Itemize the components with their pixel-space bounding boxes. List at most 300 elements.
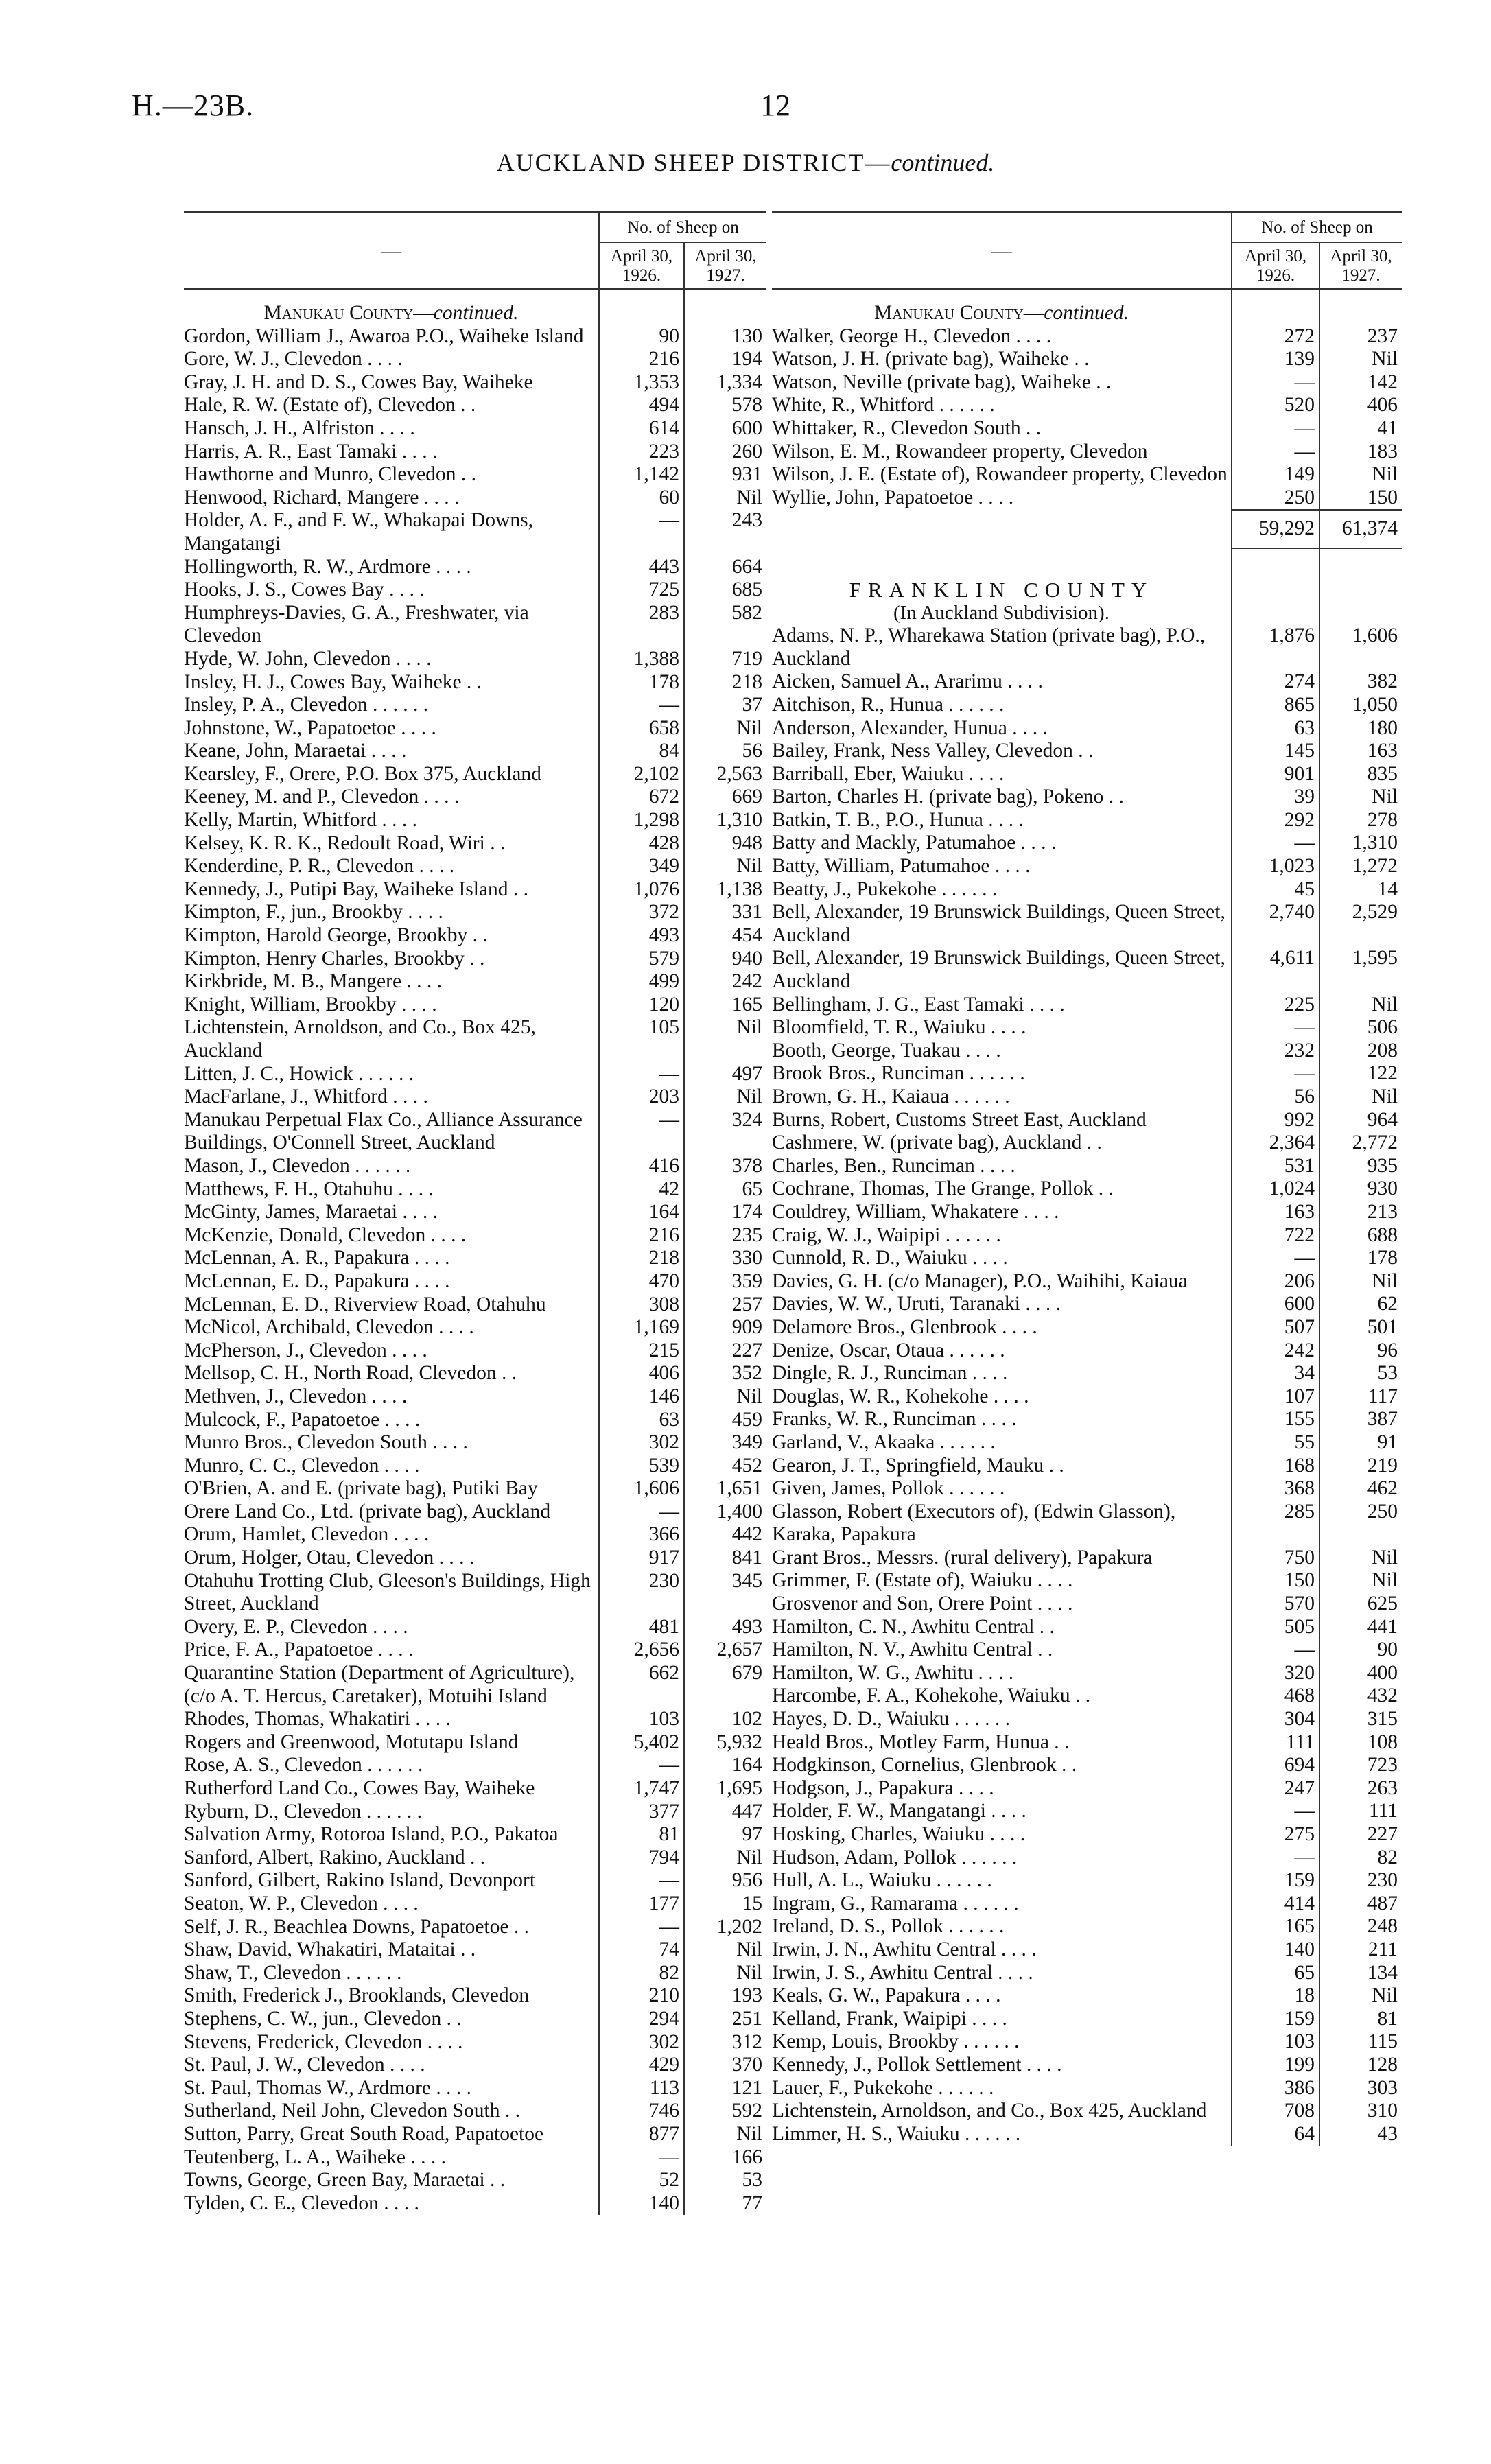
table-row xyxy=(772,786,1402,809)
holder-name: Dingle, R. J., Runciman . . . . xyxy=(772,1362,1008,1385)
sheep-1926: 139 xyxy=(1232,348,1319,371)
sheep-1927: 96 xyxy=(1319,1339,1402,1363)
table-row xyxy=(772,463,1402,486)
holder-name: Hollingworth, R. W., Ardmore . . . . xyxy=(184,555,471,578)
sheep-1927: 130 xyxy=(684,325,766,349)
holder-name: Batty, William, Patumahoe . . . . xyxy=(772,855,1031,878)
table-row xyxy=(772,1201,1402,1224)
sheep-1927: 312 xyxy=(684,2031,766,2054)
holder-name: Hull, A. L., Waiuku . . . . . . xyxy=(772,1869,992,1892)
sheep-1926: 507 xyxy=(1232,1316,1319,1339)
sheep-1927: 487 xyxy=(1319,1892,1402,1916)
sheep-1927: 91 xyxy=(1319,1431,1402,1455)
sheep-1926: 468 xyxy=(1232,1685,1319,1708)
sheep-1927: 406 xyxy=(1319,394,1402,417)
table-row xyxy=(772,1708,1402,1731)
sheep-1927: 454 xyxy=(684,924,766,948)
page-number: 12 xyxy=(760,89,790,122)
sheep-1927: 359 xyxy=(684,1270,766,1293)
holder-name: Orum, Hamlet, Clevedon . . . . xyxy=(184,1523,430,1546)
sheep-1927: 90 xyxy=(1319,1639,1402,1662)
table-row xyxy=(184,1201,766,1224)
header-year-1927: April 30, 1927. xyxy=(1319,242,1402,289)
holder-name: O'Brien, A. and E. (private bag), Putiki Bay xyxy=(184,1477,538,1500)
sheep-1926: 672 xyxy=(599,786,684,809)
sheep-1926: 18 xyxy=(1232,1984,1319,2008)
sheep-1927: Nil xyxy=(1319,1569,1402,1593)
table-row xyxy=(184,2123,766,2146)
holder-name: Ingram, G., Ramarama . . . . . . xyxy=(772,1892,1019,1914)
holder-name: Walker, George H., Clevedon . . . . xyxy=(772,325,1052,347)
sheep-1927: 257 xyxy=(684,1293,766,1317)
table-row xyxy=(772,2077,1402,2100)
holder-name: Bell, Alexander, 19 Brunswick Buildings, Queen Street, Auckland xyxy=(772,947,1225,993)
table-row xyxy=(184,1869,766,1892)
sheep-1926: 2,364 xyxy=(1232,1131,1319,1155)
sheep-1927: 65 xyxy=(684,1178,766,1201)
table-row xyxy=(184,602,766,648)
table-row xyxy=(772,1040,1402,1063)
sheep-1926: 694 xyxy=(1232,1754,1319,1777)
table-row xyxy=(184,1339,766,1363)
left-column xyxy=(184,211,766,2215)
holder-name: Batkin, T. B., P.O., Hunua . . . . xyxy=(772,808,1024,831)
sheep-1926: 493 xyxy=(599,924,684,948)
table-row xyxy=(772,947,1402,993)
table-row xyxy=(184,417,766,441)
holder-name: Towns, George, Green Bay, Maraetai . . xyxy=(184,2169,506,2192)
table-row xyxy=(184,832,766,856)
table-row xyxy=(184,1547,766,1570)
holder-name: Bell, Alexander, 19 Brunswick Buildings, Queen Street, Auckland xyxy=(772,901,1225,946)
holder-name: Beatty, J., Pukekohe . . . . . . xyxy=(772,878,998,900)
holder-name: Kennedy, J., Putipi Bay, Waiheke Island . . xyxy=(184,878,529,900)
sheep-1926: 570 xyxy=(1232,1593,1319,1616)
table-row xyxy=(772,1685,1402,1708)
holder-name: Henwood, Richard, Mangere . . . . xyxy=(184,486,460,508)
table-row xyxy=(772,1639,1402,1662)
sheep-1926: 84 xyxy=(599,740,684,763)
sheep-1926: 368 xyxy=(1232,1477,1319,1501)
holder-name: Ireland, D. S., Pollok . . . . . . xyxy=(772,1915,1005,1938)
holder-name: Batty and Mackly, Patumahoe . . . . xyxy=(772,832,1057,854)
holder-name: Burns, Robert, Customs Street East, Auckland xyxy=(772,1108,1147,1131)
sheep-1926: 65 xyxy=(1232,1962,1319,1985)
sheep-1927: 506 xyxy=(1319,1016,1402,1040)
holder-name: Lauer, F., Pukekohe . . . . . . xyxy=(772,2076,994,2099)
total-1926: 59,292 xyxy=(1232,510,1319,548)
sheep-1926: 505 xyxy=(1232,1616,1319,1639)
sheep-1927: 493 xyxy=(684,1616,766,1639)
sheep-1926: 470 xyxy=(599,1270,684,1293)
table-row xyxy=(772,371,1402,395)
sheep-1927: 964 xyxy=(1319,1109,1402,1132)
sheep-1926: 74 xyxy=(599,1938,684,1962)
holder-name: Teutenberg, L. A., Waiheke . . . . xyxy=(184,2146,446,2168)
sheep-1927: 211 xyxy=(1319,1938,1402,1962)
sheep-1927: 230 xyxy=(1319,1869,1402,1892)
sheep-1926: 113 xyxy=(599,2077,684,2100)
sheep-1926: 34 xyxy=(1232,1362,1319,1385)
header-year-1926: April 30, 1926. xyxy=(1232,242,1319,289)
sheep-1927: 183 xyxy=(1319,441,1402,464)
holder-name: Wilson, J. E. (Estate of), Rowandeer property, Clevedon xyxy=(772,463,1228,486)
sheep-1926: 149 xyxy=(1232,463,1319,486)
holder-name: Sanford, Albert, Rakino, Auckland . . xyxy=(184,1846,486,1868)
sheep-1926: 320 xyxy=(1232,1662,1319,1685)
holder-name: Kelly, Martin, Whitford . . . . xyxy=(184,809,418,832)
sheep-1927: Nil xyxy=(684,1938,766,1962)
header-year-1927: April 30, 1927. xyxy=(684,242,766,289)
sheep-1926: 308 xyxy=(599,1293,684,1317)
sheep-1927: Nil xyxy=(684,1086,766,1109)
sheep-1926: 168 xyxy=(1232,1455,1319,1478)
sheep-1926: 120 xyxy=(599,994,684,1017)
table-row xyxy=(184,325,766,349)
holder-name: Overy, E. P., Clevedon . . . . xyxy=(184,1615,408,1638)
sheep-1927: 330 xyxy=(684,1247,766,1270)
table-row xyxy=(184,1846,766,1870)
table-row xyxy=(772,624,1402,670)
sheep-1926: 429 xyxy=(599,2054,684,2077)
table-row xyxy=(184,1892,766,1916)
holder-name: Keeney, M. and P., Clevedon . . . . xyxy=(184,786,460,808)
sheep-1927: 501 xyxy=(1319,1316,1402,1339)
table-row xyxy=(184,924,766,948)
holder-name: Shaw, David, Whakatiri, Mataitai . . xyxy=(184,1938,476,1961)
sheep-1927: 2,563 xyxy=(684,763,766,786)
sheep-1927: 251 xyxy=(684,2008,766,2031)
sheep-1926: 531 xyxy=(1232,1155,1319,1178)
sheep-1926: 60 xyxy=(599,486,684,510)
holder-name: Kenderdine, P. R., Clevedon . . . . xyxy=(184,855,455,878)
sheep-1927: 242 xyxy=(684,970,766,994)
sheep-1927: 194 xyxy=(684,348,766,371)
table-row xyxy=(184,1501,766,1524)
table-row xyxy=(772,1109,1402,1132)
holder-name: Hodgson, J., Papakura . . . . xyxy=(772,1776,994,1799)
holder-name: Stephens, C. W., jun., Clevedon . . xyxy=(184,2007,462,2030)
sheep-1926: 242 xyxy=(1232,1339,1319,1363)
sheep-1927: Nil xyxy=(1319,1984,1402,2008)
holder-name: Tylden, C. E., Clevedon . . . . xyxy=(184,2192,419,2214)
table-row xyxy=(772,855,1402,878)
table-row xyxy=(772,1915,1402,1938)
table-row xyxy=(772,1501,1402,1547)
sheep-1927: 115 xyxy=(1319,2030,1402,2054)
sheep-1926: 366 xyxy=(599,1523,684,1547)
sheep-1927: 180 xyxy=(1319,717,1402,740)
sheep-1927: Nil xyxy=(684,2123,766,2146)
holder-name: Grant Bros., Messrs. (rural delivery), Papakura xyxy=(772,1546,1153,1569)
sheep-1926: 103 xyxy=(599,1708,684,1731)
holder-name: Heald Bros., Motley Farm, Hunua . . xyxy=(772,1730,1070,1753)
holder-name: Booth, George, Tuakau . . . . xyxy=(772,1039,1001,1061)
sheep-1927: Nil xyxy=(684,486,766,510)
holder-name: Ryburn, D., Clevedon . . . . . . xyxy=(184,1800,423,1822)
table-row xyxy=(184,1409,766,1432)
holder-name: Hawthorne and Munro, Clevedon . . xyxy=(184,463,477,486)
sheep-1926: 1,142 xyxy=(599,463,684,486)
sheep-1926: 163 xyxy=(1232,1201,1319,1224)
holder-name: Cunnold, R. D., Waiuku . . . . xyxy=(772,1247,1008,1269)
section-name: Manukau County— xyxy=(263,302,434,324)
holder-name: St. Paul, J. W., Clevedon . . . . xyxy=(184,2054,425,2076)
table-row xyxy=(184,463,766,486)
table-row xyxy=(772,1984,1402,2008)
sheep-1927: 122 xyxy=(1319,1062,1402,1086)
header-dash: — xyxy=(184,212,599,289)
table-row xyxy=(184,1316,766,1339)
sheep-1926: — xyxy=(599,694,684,717)
table-row xyxy=(184,809,766,832)
sheep-1926: 428 xyxy=(599,832,684,856)
holder-name: Anderson, Alexander, Hunua . . . . xyxy=(772,716,1048,739)
sheep-1926: 750 xyxy=(1232,1547,1319,1570)
holder-name: Wilson, E. M., Rowandeer property, Clevedon xyxy=(772,440,1148,462)
table-row xyxy=(184,394,766,417)
holder-name: Hudson, Adam, Pollok . . . . . . xyxy=(772,1846,1018,1868)
sheep-1926: 481 xyxy=(599,1616,684,1639)
holder-name: Shaw, T., Clevedon . . . . . . xyxy=(184,1961,402,1984)
sheep-1927: 625 xyxy=(1319,1593,1402,1616)
sheep-1926: 901 xyxy=(1232,763,1319,786)
holder-name: Hamilton, N. V., Awhitu Central . . xyxy=(772,1639,1053,1661)
sheep-1927: 193 xyxy=(684,1984,766,2008)
sheep-1926: 794 xyxy=(599,1846,684,1870)
table-row xyxy=(772,1316,1402,1339)
holder-name: White, R., Whitford . . . . . . xyxy=(772,394,995,416)
sheep-1927: 178 xyxy=(1319,1247,1402,1270)
table-row xyxy=(772,1754,1402,1777)
sheep-1926: 216 xyxy=(599,1224,684,1247)
sheep-1926: — xyxy=(599,1754,684,1777)
holder-name: Matthews, F. H., Otahuhu . . . . xyxy=(184,1177,434,1200)
holder-name: Knight, William, Brookby . . . . xyxy=(184,993,437,1016)
sheep-1926: 140 xyxy=(1232,1938,1319,1962)
holder-name: Glasson, Robert (Executors of), (Edwin Glasson), Karaka, Papakura xyxy=(772,1500,1176,1546)
sheep-1926: 275 xyxy=(1232,1823,1319,1846)
holder-name: MacFarlane, J., Whitford . . . . xyxy=(184,1086,428,1108)
sheep-1927: 227 xyxy=(684,1339,766,1363)
sheep-1927: 400 xyxy=(1319,1662,1402,1685)
sheep-1927: 2,657 xyxy=(684,1639,766,1662)
sheep-1927: 1,651 xyxy=(684,1477,766,1501)
sheep-1926: 294 xyxy=(599,2008,684,2031)
table-row xyxy=(772,1477,1402,1501)
table-row xyxy=(184,1984,766,2008)
holder-name: Couldrey, William, Whakatere . . . . xyxy=(772,1200,1059,1223)
sheep-1927: Nil xyxy=(684,1962,766,1985)
sheep-1926: 45 xyxy=(1232,878,1319,902)
sheep-1927: 685 xyxy=(684,578,766,602)
holder-name: Cashmere, W. (private bag), Auckland . . xyxy=(772,1131,1102,1154)
holder-name: Douglas, W. R., Kohekohe . . . . xyxy=(772,1385,1029,1407)
sheep-1927: 582 xyxy=(684,602,766,648)
header-group: No. of Sheep on xyxy=(599,212,766,242)
holder-name: Aitchison, R., Hunua . . . . . . xyxy=(772,693,1005,716)
table-row xyxy=(184,1731,766,1755)
table-row xyxy=(184,1800,766,1824)
sheep-1926: — xyxy=(599,2146,684,2170)
sheep-1927: 14 xyxy=(1319,878,1402,902)
table-row xyxy=(184,556,766,579)
holder-name: Salvation Army, Rotoroa Island, P.O., Pakatoa xyxy=(184,1823,559,1846)
sheep-1926: 1,606 xyxy=(599,1477,684,1501)
sheep-1927: 935 xyxy=(1319,1155,1402,1178)
holder-name: Stevens, Frederick, Clevedon . . . . xyxy=(184,2030,463,2053)
sheep-1927: 81 xyxy=(1319,2008,1402,2031)
franklin-county-heading: FRANKLIN COUNTY xyxy=(849,577,1154,602)
sheep-1927: 462 xyxy=(1319,1477,1402,1501)
holder-name: Craig, W. J., Waipipi . . . . . . xyxy=(772,1223,1001,1246)
sheep-1927: 43 xyxy=(1319,2123,1402,2146)
holder-name: Given, James, Pollok . . . . . . xyxy=(772,1477,1005,1500)
holder-name: Hansch, J. H., Alfriston . . . . xyxy=(184,416,415,439)
holder-name: Litten, J. C., Howick . . . . . . xyxy=(184,1062,414,1085)
holder-name: Cochrane, Thomas, The Grange, Pollok . . xyxy=(772,1177,1114,1200)
sheep-1927: 719 xyxy=(684,648,766,671)
sheep-1927: Nil xyxy=(1319,1086,1402,1109)
total-1927: 61,374 xyxy=(1319,510,1402,548)
sheep-1926: 230 xyxy=(599,1570,684,1616)
holder-name: Denize, Oscar, Otaua . . . . . . xyxy=(772,1339,1005,1361)
holder-name: Rhodes, Thomas, Whakatiri . . . . xyxy=(184,1708,451,1730)
sheep-1926: — xyxy=(1232,441,1319,464)
table-row xyxy=(184,855,766,878)
sheep-1927: 150 xyxy=(1319,486,1402,511)
sheep-1926: 1,298 xyxy=(599,809,684,832)
holder-name: Davies, G. H. (c/o Manager), P.O., Waihihi, Kaiaua xyxy=(772,1269,1188,1292)
holder-name: McKenzie, Donald, Clevedon . . . . xyxy=(184,1223,467,1246)
holder-name: Harcombe, F. A., Kohekohe, Waiuku . . xyxy=(772,1685,1091,1707)
table-row xyxy=(184,1016,766,1062)
holder-name: Orere Land Co., Ltd. (private bag), Auckland xyxy=(184,1500,551,1523)
holder-name: Barton, Charles H. (private bag), Pokeno . . xyxy=(772,786,1124,808)
sheep-1927: 948 xyxy=(684,832,766,856)
sheep-1927: 235 xyxy=(684,1224,766,1247)
sheep-1927: 128 xyxy=(1319,2054,1402,2077)
sheep-1927: 664 xyxy=(684,556,766,579)
sheep-1927: 219 xyxy=(1319,1455,1402,1478)
sheep-1926: 159 xyxy=(1232,1869,1319,1892)
sheep-1926: 917 xyxy=(599,1547,684,1570)
sheep-1926: 52 xyxy=(599,2169,684,2192)
sheep-1927: 378 xyxy=(684,1155,766,1178)
sheep-1926: 1,023 xyxy=(1232,855,1319,878)
table-row xyxy=(184,717,766,740)
table-row xyxy=(772,1869,1402,1892)
sheep-1926: — xyxy=(1232,1247,1319,1270)
table-row xyxy=(772,1777,1402,1800)
table-row xyxy=(772,2100,1402,2123)
holder-name: Hyde, W. John, Clevedon . . . . xyxy=(184,647,432,670)
section-continued: continued. xyxy=(433,302,519,324)
sheep-1926: 199 xyxy=(1232,2054,1319,2077)
holder-name: Sutherland, Neil John, Clevedon South . . xyxy=(184,2100,520,2122)
section-name: Manukau County— xyxy=(874,302,1044,324)
table-row xyxy=(184,1224,766,1247)
sheep-1926: 90 xyxy=(599,325,684,349)
table-row xyxy=(184,2169,766,2192)
sheep-1926: 63 xyxy=(599,1409,684,1432)
sheep-1927: 432 xyxy=(1319,1685,1402,1708)
table-row xyxy=(772,1270,1402,1293)
sheep-1927: 5,932 xyxy=(684,1731,766,1755)
holder-name: Lichtenstein, Arnoldson, and Co., Box 425, Auckland xyxy=(184,1016,536,1061)
holder-name: Davies, W. W., Uruti, Taranaki . . . . xyxy=(772,1293,1061,1315)
sheep-1926: 146 xyxy=(599,1385,684,1409)
holder-name: Hale, R. W. (Estate of), Clevedon . . xyxy=(184,394,476,416)
sheep-1927: 97 xyxy=(684,1823,766,1846)
sheep-1927: Nil xyxy=(684,855,766,878)
table-row xyxy=(184,1777,766,1800)
holder-name: Keane, John, Maraetai . . . . xyxy=(184,740,407,762)
table-row xyxy=(184,509,766,555)
holder-name: Gray, J. H. and D. S., Cowes Bay, Waiheke xyxy=(184,371,533,393)
sheep-1927: 1,595 xyxy=(1319,947,1402,993)
sheep-1926: 1,076 xyxy=(599,878,684,902)
header-year-1926: April 30, 1926. xyxy=(599,242,684,289)
sheep-1926: 165 xyxy=(1232,1915,1319,1938)
sheep-1926: 203 xyxy=(599,1086,684,1109)
sheep-1926: 225 xyxy=(1232,994,1319,1017)
holder-name: Kimpton, Harold George, Brookby . . xyxy=(184,924,488,947)
sheep-1926: — xyxy=(599,1501,684,1524)
table-row xyxy=(184,763,766,786)
sheep-1927: 2,529 xyxy=(1319,901,1402,947)
holder-name: Kimpton, F., jun., Brookby . . . . xyxy=(184,901,443,924)
table-row xyxy=(184,1570,766,1616)
sheep-1927: 1,202 xyxy=(684,1916,766,1939)
holder-name: McLennan, E. D., Riverview Road, Otahuhu xyxy=(184,1293,546,1315)
holder-name: Methven, J., Clevedon . . . . xyxy=(184,1385,408,1407)
table-row xyxy=(772,763,1402,786)
sheep-1926: 600 xyxy=(1232,1293,1319,1316)
sheep-1927: 1,272 xyxy=(1319,855,1402,878)
holder-name: Otahuhu Trotting Club, Gleeson's Buildings, High Street, Auckland xyxy=(184,1569,591,1615)
sheep-1927: 142 xyxy=(1319,371,1402,395)
table-row xyxy=(772,2054,1402,2077)
table-row xyxy=(184,578,766,602)
table-row xyxy=(184,348,766,371)
holder-name: Kearsley, F., Orere, P.O. Box 375, Auckland xyxy=(184,762,541,785)
sheep-1927: Nil xyxy=(1319,1547,1402,1570)
table-row xyxy=(772,417,1402,441)
sheep-1926: 539 xyxy=(599,1455,684,1478)
table-row xyxy=(772,1593,1402,1616)
table-row xyxy=(184,994,766,1017)
holder-name: Watson, J. H. (private bag), Waiheke . . xyxy=(772,348,1090,371)
sheep-1926: 579 xyxy=(599,948,684,971)
holder-name: Rose, A. S., Clevedon . . . . . . xyxy=(184,1754,423,1776)
right-column xyxy=(772,211,1402,2146)
sheep-1926: 302 xyxy=(599,2031,684,2054)
holder-name: Kimpton, Henry Charles, Brookby . . xyxy=(184,947,485,970)
holder-name: Hamilton, W. G., Awhitu . . . . xyxy=(772,1661,1014,1684)
sheep-1926: 349 xyxy=(599,855,684,878)
sheep-1926: 216 xyxy=(599,348,684,371)
holder-name: Garland, V., Akaaka . . . . . . xyxy=(772,1431,996,1453)
table-row xyxy=(772,1131,1402,1155)
table-row xyxy=(772,1086,1402,1109)
sheep-1926: — xyxy=(1232,832,1319,855)
table-row xyxy=(772,901,1402,947)
sheep-1926: 105 xyxy=(599,1016,684,1062)
table-row xyxy=(184,1385,766,1409)
holder-name: Sutton, Parry, Great South Road, Papatoetoe xyxy=(184,2122,544,2145)
table-row xyxy=(772,1016,1402,1040)
